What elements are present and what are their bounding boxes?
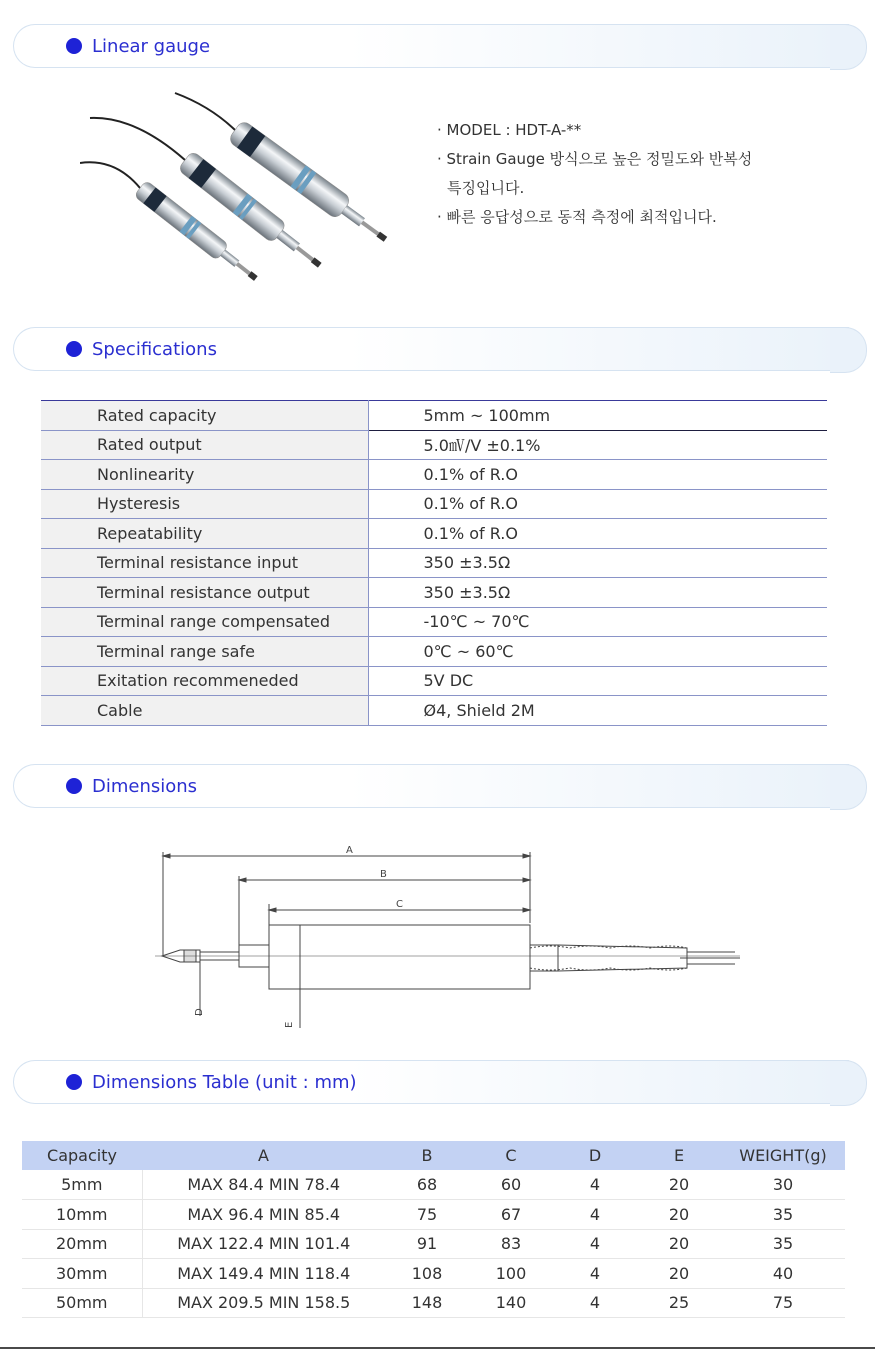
spec-key: Hysteresis	[41, 489, 368, 519]
spec-row	[41, 666, 827, 696]
specifications-table	[41, 400, 827, 726]
spec-row	[41, 578, 827, 608]
spec-row	[41, 637, 827, 667]
table-cell: 108	[385, 1259, 469, 1289]
spec-key: Rated output	[41, 430, 368, 460]
column-header: A	[142, 1141, 385, 1170]
table-cell: 20	[637, 1200, 721, 1230]
column-header: B	[385, 1141, 469, 1170]
spec-key: Terminal resistance output	[41, 578, 368, 608]
spec-value: 5.0㎷/V ±0.1%	[368, 430, 827, 460]
table-cell: 50mm	[22, 1288, 142, 1318]
table-row	[22, 1259, 845, 1289]
spec-key: Terminal range compensated	[41, 607, 368, 637]
dim-label-a: A	[346, 845, 353, 856]
bullet-dot-icon	[66, 778, 82, 794]
table-cell: 75	[385, 1200, 469, 1230]
column-header: C	[469, 1141, 553, 1170]
table-cell: 91	[385, 1229, 469, 1259]
table-row	[22, 1170, 845, 1200]
table-cell: 30mm	[22, 1259, 142, 1289]
column-header: WEIGHT(g)	[721, 1141, 845, 1170]
table-cell: 67	[469, 1200, 553, 1230]
table-cell: 35	[721, 1200, 845, 1230]
table-cell: 140	[469, 1288, 553, 1318]
spec-row	[41, 548, 827, 578]
table-row	[22, 1200, 845, 1230]
column-header: E	[637, 1141, 721, 1170]
bullet-dot-icon	[66, 38, 82, 54]
spec-value: 0.1% of R.O	[368, 460, 827, 490]
spec-row	[41, 489, 827, 519]
bullet-dot-icon	[66, 1074, 82, 1090]
spec-value: 0.1% of R.O	[368, 519, 827, 549]
table-row	[22, 1229, 845, 1259]
table-cell: MAX 149.4 MIN 118.4	[142, 1259, 385, 1289]
section-title: Specifications	[92, 338, 217, 360]
spec-key: Terminal range safe	[41, 637, 368, 667]
section-title: Linear gauge	[92, 35, 211, 57]
table-cell: 4	[553, 1259, 637, 1289]
table-cell: 30	[721, 1170, 845, 1200]
table-cell: 20	[637, 1229, 721, 1259]
spec-value: 350 ±3.5Ω	[368, 548, 827, 578]
spec-value: -10℃ ~ 70℃	[368, 607, 827, 637]
table-cell: 20mm	[22, 1229, 142, 1259]
table-cell: 10mm	[22, 1200, 142, 1230]
table-cell: 25	[637, 1288, 721, 1318]
spec-row	[41, 519, 827, 549]
table-cell: 4	[553, 1288, 637, 1318]
spec-row	[41, 460, 827, 490]
bottom-divider	[0, 1347, 875, 1349]
dimensions-table	[22, 1141, 845, 1318]
table-cell: 75	[721, 1288, 845, 1318]
feature-line-1: · Strain Gauge 방식으로 높은 정밀도와 반복성	[437, 150, 753, 168]
spec-value: Ø4, Shield 2M	[368, 696, 827, 726]
table-cell: 4	[553, 1200, 637, 1230]
section-header-dimensions	[13, 764, 849, 808]
spec-key: Rated capacity	[41, 401, 368, 431]
table-cell: 68	[385, 1170, 469, 1200]
bullet-dot-icon	[66, 341, 82, 357]
section-title: Dimensions	[92, 775, 198, 797]
table-cell: MAX 122.4 MIN 101.4	[142, 1229, 385, 1259]
table-cell: 148	[385, 1288, 469, 1318]
spec-key: Cable	[41, 696, 368, 726]
table-cell: 60	[469, 1170, 553, 1200]
feature-line-2: · 빠른 응답성으로 동적 측정에 최적입니다.	[437, 208, 717, 226]
table-cell: MAX 209.5 MIN 158.5	[142, 1288, 385, 1318]
spec-row	[41, 401, 827, 431]
dim-label-d: D	[194, 1008, 205, 1016]
model-line: · MODEL : HDT-A-**	[437, 121, 582, 139]
spec-key: Terminal resistance input	[41, 548, 368, 578]
spec-value: 350 ±3.5Ω	[368, 578, 827, 608]
table-cell: 20	[637, 1259, 721, 1289]
table-cell: 35	[721, 1229, 845, 1259]
table-cell: 83	[469, 1229, 553, 1259]
column-header: Capacity	[22, 1141, 142, 1170]
table-cell: 4	[553, 1229, 637, 1259]
spec-row	[41, 696, 827, 726]
spec-key: Nonlinearity	[41, 460, 368, 490]
dim-label-c: C	[396, 899, 403, 910]
linear-gauge-product-image	[80, 88, 400, 283]
spec-value: 0℃ ~ 60℃	[368, 637, 827, 667]
section-header-linear-gauge	[13, 24, 849, 68]
model-info	[437, 116, 837, 232]
section-header-specifications	[13, 327, 849, 371]
section-title: Dimensions Table (unit : mm)	[92, 1071, 357, 1093]
spec-value: 5V DC	[368, 666, 827, 696]
column-header: D	[553, 1141, 637, 1170]
feature-line-1-cont: 특징입니다.	[447, 179, 525, 197]
spec-key: Repeatability	[41, 519, 368, 549]
table-cell: 4	[553, 1170, 637, 1200]
dim-label-e: E	[284, 1021, 295, 1028]
spec-value: 0.1% of R.O	[368, 489, 827, 519]
table-cell: MAX 84.4 MIN 78.4	[142, 1170, 385, 1200]
spec-key: Exitation recommeneded	[41, 666, 368, 696]
spec-row	[41, 607, 827, 637]
section-header-dimensions-table	[13, 1060, 849, 1104]
spec-value: 5mm ~ 100mm	[368, 401, 827, 431]
table-row	[22, 1288, 845, 1318]
dim-label-b: B	[380, 869, 387, 880]
table-cell: 40	[721, 1259, 845, 1289]
table-cell: MAX 96.4 MIN 85.4	[142, 1200, 385, 1230]
table-cell: 5mm	[22, 1170, 142, 1200]
table-cell: 20	[637, 1170, 721, 1200]
table-cell: 100	[469, 1259, 553, 1289]
dimension-drawing	[150, 838, 750, 1038]
spec-row	[41, 430, 827, 460]
